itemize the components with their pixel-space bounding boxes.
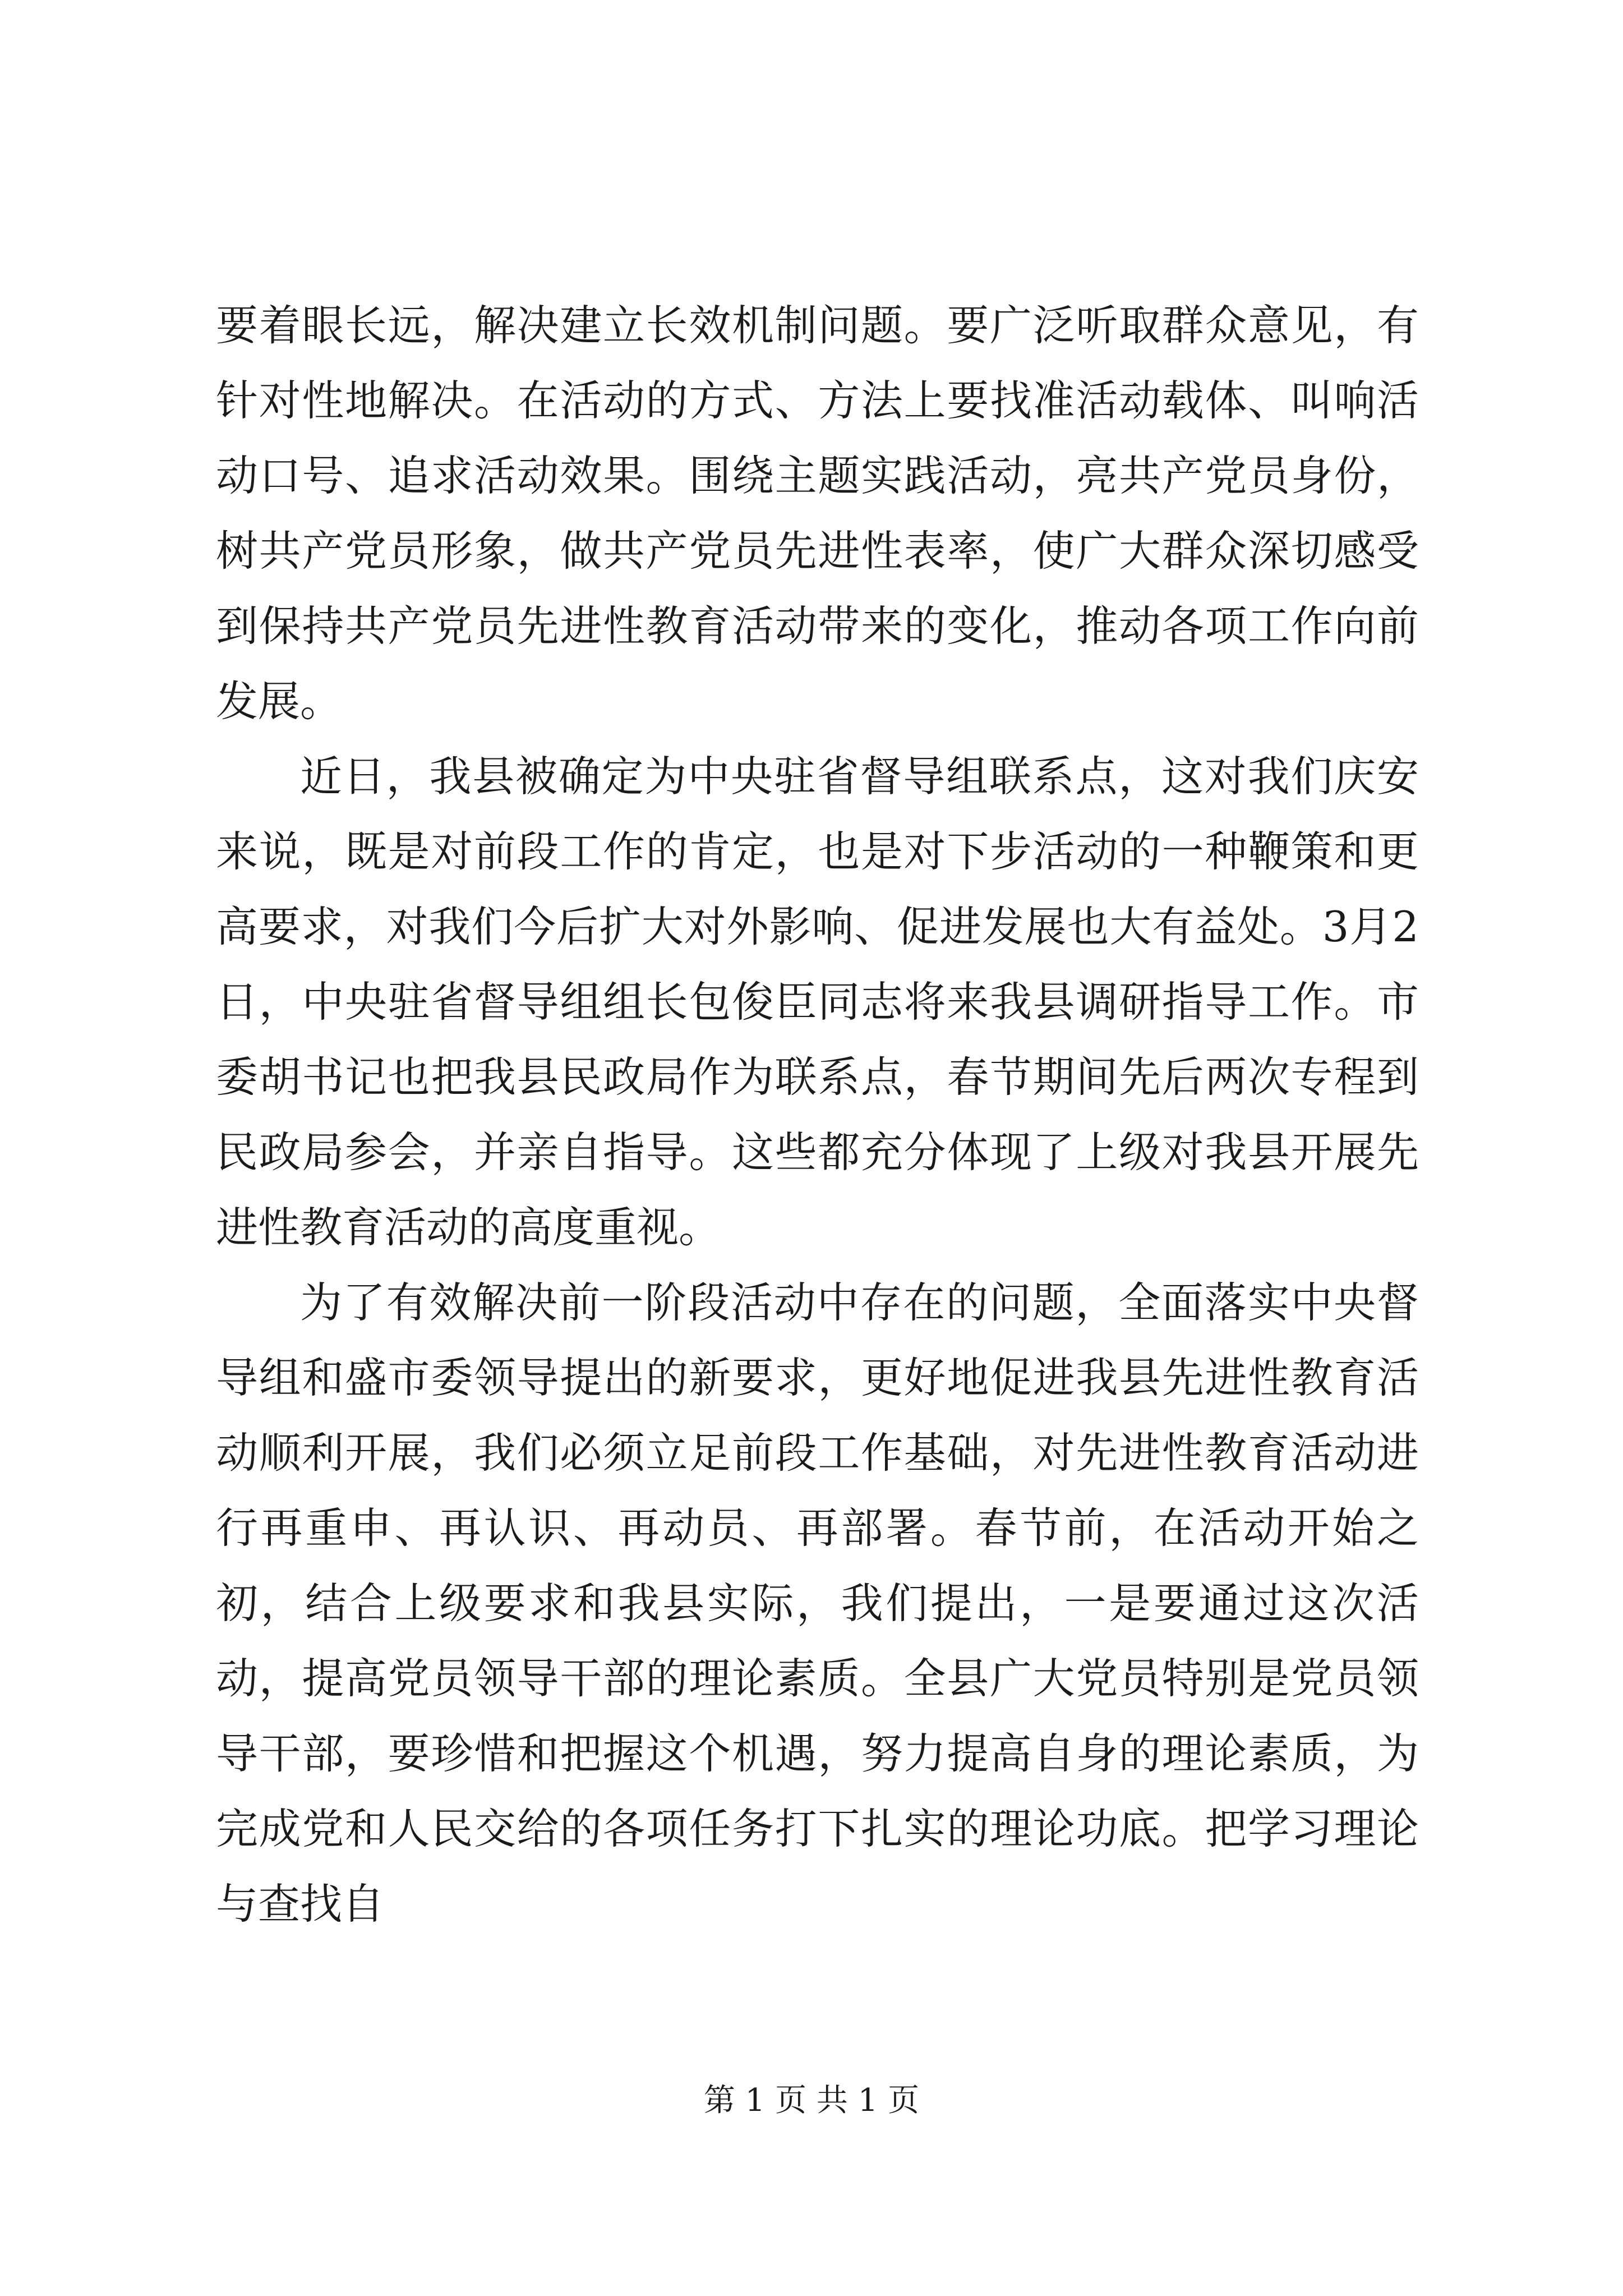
paragraph-2: 近日，我县被确定为中央驻省督导组联系点，这对我们庆安来说，既是对前段工作的肯定，也是对下步活动的一种鞭策和更高要求，对我们今后扩大对外影响、促进发展也大有益处。3月2日，中央驻省督导组组长包俊臣同志将来我县调研指导工作。市委胡书记也把我县民政局作为联系点，春节期间先后两次专程到民政局参会，并亲自指导。这些都充分体现了上级对我县开展先进性教育活动的高度重视。 (216, 752, 1419, 1252)
paragraph-1: 要着眼长远，解决建立长效机制问题。要广泛听取群众意见，有针对性地解决。在活动的方式、方法上要找准活动载体、叫响活动口号、追求活动效果。围绕主题实践活动，亮共产党员身份，树共产党员形象，做共产党员先进性表率，使广大群众深切感受到保持共产党员先进性教育活动带来的变化，推动各项工作向前发展。 (216, 301, 1419, 726)
page-footer: 第 1 页 共 1 页 (703, 2082, 920, 2119)
document-body (216, 288, 1419, 1941)
paragraph-3: 为了有效解决前一阶段活动中存在的问题，全面落实中央督导组和盛市委领导提出的新要求，更好地促进我县先进性教育活动顺利开展，我们必须立足前段工作基础，对先进性教育活动进行再重申、再认识、再动员、再部署。春节前，在活动开始之初，结合上级要求和我县实际，我们提出，一是要通过这次活动，提高党员领导干部的理论素质。全县广大党员特别是党员领导干部，要珍惜和把握这个机遇，努力提高自身的理论素质，为完成党和人民交给的各项任务打下扎实的理论功底。把学习理论与查找自 (216, 1278, 1419, 1929)
